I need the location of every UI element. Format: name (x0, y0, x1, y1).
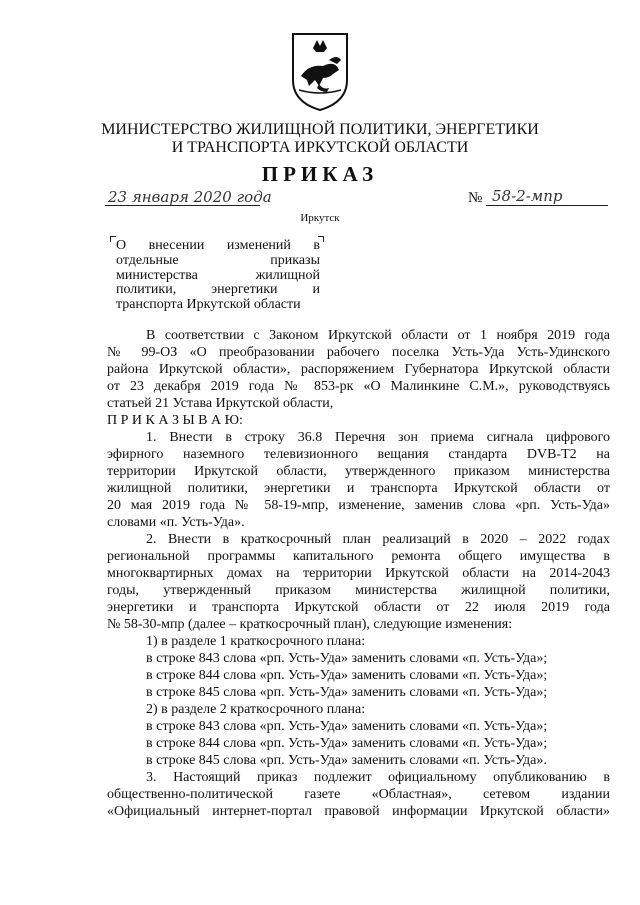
item3-line: 3. Настоящий приказ подлежит официальному опубликованию в (146, 770, 610, 785)
section1-row: в строке 843 слова «рп. Усть-Уда» заменить словами «п. Усть-Уда»; (146, 651, 548, 666)
item3-line: «Официальный интернет-портал правовой информации Иркутской области» (107, 804, 610, 819)
document-number: 58-2-мпр (492, 187, 563, 205)
item2-line: региональной программы капитального ремонта общего имущества в (107, 549, 610, 564)
section2-row: в строке 845 слова «рп. Усть-Уда» заменить словами «п. Усть-Уда». (146, 753, 547, 768)
item1-line: словами «п. Усть-Уда». (107, 515, 245, 530)
ministry-name-line1: МИНИСТЕРСТВО ЖИЛИЩНОЙ ПОЛИТИКИ, ЭНЕРГЕТИКИ (101, 121, 539, 138)
item1-line: жилищной политики, энергетики и транспорта Иркутской области от (107, 481, 610, 496)
section2-row: в строке 843 слова «рп. Усть-Уда» заменить словами «п. Усть-Уда»; (146, 719, 548, 734)
item1-line: 1. Внести в строку 36.8 Перечня зон приема сигнала цифрового (146, 430, 610, 445)
city-name: Иркутск (300, 212, 340, 224)
date-underline (105, 205, 260, 206)
order-word: П Р И К А З Ы В А Ю: (107, 413, 243, 428)
document-date: 23 января 2020 года (108, 188, 272, 206)
preamble-line: № 99-ОЗ «О преобразовании рабочего поселка Усть-Уда Усть-Удинского (107, 345, 610, 360)
subject-line: О внесении изменений в (116, 238, 320, 253)
number-underline (486, 205, 608, 206)
section1-heading: 1) в разделе 1 краткосрочного плана: (146, 634, 366, 649)
item2-line: многоквартирных домах на территории Иркутской области на 2014-2043 (107, 566, 610, 581)
preamble-line: статьей 21 Устава Иркутской области, (107, 396, 334, 411)
item2-line: энергетики и транспорта Иркутской области от 22 июля 2019 года (107, 600, 610, 615)
item1-line: 20 мая 2019 года № 58-19-мпр, изменение, заменив слова «рп. Усть-Уда» (107, 498, 610, 513)
section2-heading: 2) в разделе 2 краткосрочного плана: (146, 702, 366, 717)
preamble-line: района Иркутской области», распоряжением Губернатора Иркутской области (107, 362, 610, 377)
preamble-line: В соответствии с Законом Иркутской области от 1 ноября 2019 года (146, 328, 610, 343)
item2-line: 2. Внести в краткосрочный план реализаций в 2020 – 2022 годах (146, 532, 610, 547)
item2-line: № 58-30-мпр (далее – краткосрочный план), следующие изменения: (107, 617, 513, 632)
document-body (107, 327, 610, 820)
preamble-line: от 23 декабря 2019 года № 853-рк «О Малинкине С.М.», руководствуясь (107, 379, 610, 394)
section1-row: в строке 845 слова «рп. Усть-Уда» заменить словами «п. Усть-Уда»; (146, 685, 548, 700)
item1-line: эфирного наземного телевизионного вещания стандарта DVB-T2 на (107, 447, 610, 462)
ministry-name-line2: И ТРАНСПОРТА ИРКУТСКОЙ ОБЛАСТИ (171, 139, 469, 156)
document-subject (116, 239, 320, 313)
subject-line: отдельные приказы (116, 252, 320, 268)
subject-line: политики, энергетики и (116, 282, 320, 298)
subject-line: министерства жилищной (116, 267, 320, 283)
item3-line: общественно-политической газете «Областная», сетевом издании (107, 787, 610, 802)
section2-row: в строке 844 слова «рп. Усть-Уда» заменить словами «п. Усть-Уда»; (146, 736, 548, 751)
document-type-title: ПРИКАЗ (261, 162, 379, 186)
item1-line: территории Иркутской области, утвержденного приказом министерства (107, 464, 610, 479)
coat-of-arms-icon (289, 30, 351, 114)
number-label: № (468, 190, 483, 206)
section1-row: в строке 844 слова «рп. Усть-Уда» заменить словами «п. Усть-Уда»; (146, 668, 548, 683)
subject-line: транспорта Иркутской области (116, 297, 301, 313)
item2-line: годы, утвержденный приказом министерства жилищной политики, (107, 583, 610, 598)
